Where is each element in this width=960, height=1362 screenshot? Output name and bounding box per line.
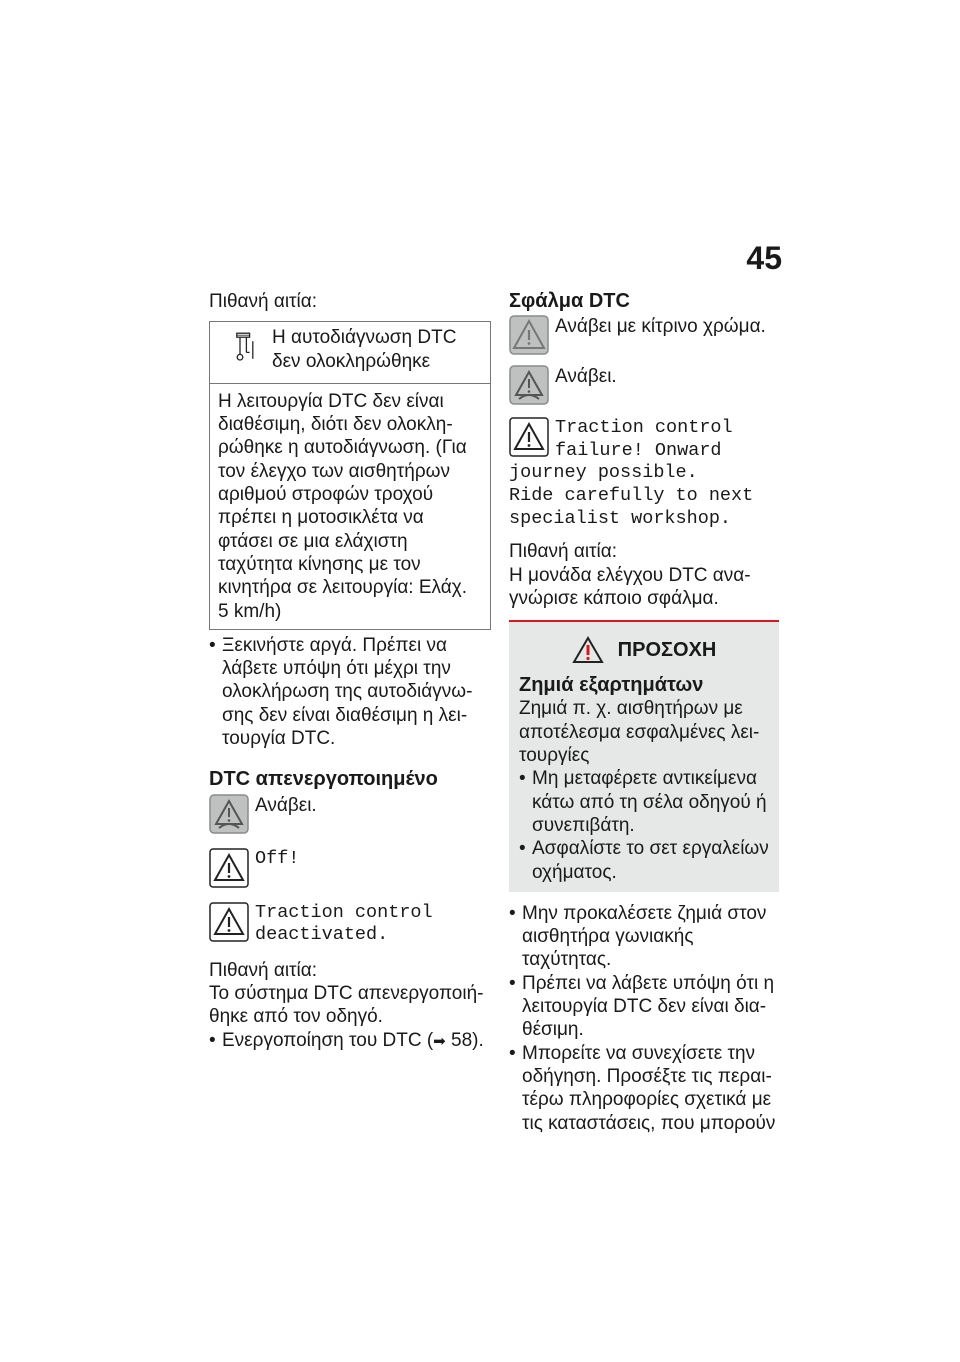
box-body-line: κινητήρα σε λειτουργία: Ελάχ. (218, 577, 467, 599)
indicator-text: Ανάβει. (555, 366, 617, 388)
caution-triangle-icon (572, 636, 604, 664)
indicator-row (209, 794, 491, 834)
cause-text-line: Το σύστημα DTC απενεργοποιή- (209, 983, 484, 1005)
right-column (509, 290, 779, 1135)
cause-text-line: γνώρισε κάποιο σφάλμα. (509, 587, 719, 609)
bullet-line: Μπορείτε να συνεχίσετε την (522, 1042, 756, 1064)
display-text: Off! (255, 847, 300, 869)
cause-label: Πιθανή αιτία: (509, 541, 618, 563)
indicator-row (509, 315, 779, 355)
warning-triangle-icon (209, 902, 249, 942)
warning-triangle-icon (209, 848, 249, 888)
box-body-line: τον έλεγχο των αισθητήρων (218, 460, 450, 482)
info-box-body (210, 384, 490, 629)
box-header-line: δεν ολοκληρώθηκε (272, 350, 431, 372)
page-number: 45 (746, 240, 782, 276)
bullet-item (509, 972, 779, 1042)
bullet-item (209, 634, 491, 750)
warning-triangle-icon (509, 417, 549, 457)
indicator-text: Ανάβει με κίτρινο χρώμα. (555, 316, 766, 338)
bullet-line: σης δεν είναι διαθέσιμη η λει- (222, 704, 468, 726)
box-body-line: φτάσει σε μια ελάχιστη (218, 530, 408, 552)
display-row (209, 902, 491, 947)
box-body-line: ταχύτητα κίνησης με τον (218, 553, 421, 575)
page-reference-arrow-icon: ➡ (433, 1032, 446, 1050)
caution-item (519, 767, 769, 837)
bullet-dot: • (519, 838, 526, 860)
cause-text-line: θηκε από τον οδηγό. (209, 1006, 383, 1028)
display-text: Traction control (255, 901, 433, 923)
bullet-dot: • (509, 1042, 516, 1064)
cause-label: Πιθανή αιτία: (209, 291, 318, 312)
display-row (209, 848, 491, 888)
caution-title: ΠΡΟΣΟΧΗ (617, 638, 717, 661)
bullet-line: ολοκλήρωση της αυτοδιάγνω- (222, 681, 473, 703)
bullet-line: θέσιμη. (522, 1019, 584, 1041)
section-heading-dtc-fault: Σφάλμα DTC (509, 290, 630, 312)
caution-item-line: οχήματος. (532, 861, 617, 883)
box-body-line: 5 km/h) (218, 600, 282, 622)
box-body-line: πρέπει η μοτοσικλέτα να (218, 507, 424, 529)
bullet-line: τουργία DTC. (222, 728, 336, 750)
caution-item-line: Μη μεταφέρετε αντικείμενα (532, 768, 757, 790)
caution-item (519, 837, 769, 884)
display-text: Ride carefully to next (509, 485, 754, 507)
diagnosis-icon (232, 326, 264, 366)
bullet-line: λειτουργία DTC δεν είναι δια- (522, 996, 767, 1018)
bullet-item (209, 1029, 491, 1053)
bullet-dot: • (509, 972, 516, 994)
display-message (509, 417, 779, 530)
bullet-item (509, 902, 779, 972)
box-body-line: αριθμού στροφών τροχού (218, 484, 434, 506)
caution-item-line: συνεπιβάτη. (532, 814, 635, 836)
caution-intro-line: τουργίες (519, 745, 590, 767)
caution-item-line: κάτω από τη σέλα οδηγού ή (532, 791, 767, 813)
traction-control-lamp-icon (209, 794, 249, 834)
caution-subtitle: Ζημιά εξαρτημάτων (519, 674, 704, 697)
section-heading-dtc-deactivated: DTC απενεργοποιημένο (209, 768, 438, 791)
caution-item-line: Ασφαλίστε το σετ εργαλείων (532, 838, 769, 860)
display-text: specialist workshop. (509, 507, 732, 529)
bullet-item (509, 1042, 779, 1135)
page-reference[interactable]: 58). (451, 1029, 484, 1051)
bullet-line: αισθητήρα γωνιακής ταχύτητας. (522, 926, 694, 971)
bullet-line: Μην προκαλέσετε ζημιά στον (522, 902, 767, 924)
box-body-line: Η λειτουργία DTC δεν είναι (218, 390, 444, 412)
caution-intro-line: αποτέλεσμα εσφαλμένες λει- (519, 721, 760, 743)
bullet-line: τέρω πληροφορίες σχετικά με (522, 1089, 772, 1111)
info-box (209, 321, 491, 630)
cause-label: Πιθανή αιτία: (209, 959, 318, 981)
indicator-row (509, 365, 779, 405)
bullet-dot: • (209, 634, 216, 656)
caution-panel (509, 620, 779, 892)
box-body-line: ρώθηκε η αυτοδιάγνωση. (Για (218, 437, 467, 459)
bullet-dot: • (509, 902, 516, 924)
info-box-header (210, 322, 490, 384)
dtc-yellow-lamp-icon (509, 315, 549, 355)
display-text: deactivated. (255, 924, 389, 946)
bullet-line: λάβετε υπόψη ότι μέχρι την (222, 658, 451, 680)
indicator-text: Ανάβει. (255, 794, 317, 816)
caution-title-row (519, 636, 769, 664)
bullet-dot: • (209, 1029, 216, 1051)
display-text: journey possible. (509, 462, 698, 484)
display-text: failure! Onward (555, 439, 722, 461)
traction-control-lamp-icon (509, 365, 549, 405)
bullet-line: τις καταστάσεις, που μπορούν (522, 1112, 776, 1134)
bullet-line: Πρέπει να λάβετε υπόψη ότι η (522, 972, 775, 994)
bullet-dot: • (519, 768, 526, 790)
bullet-line: Ξεκινήστε αργά. Πρέπει να (222, 634, 447, 656)
display-text: Traction control (555, 417, 733, 439)
bullet-text: Ενεργοποίηση του DTC ( (222, 1029, 434, 1051)
cause-text-line: Η μονάδα ελέγχου DTC ανα- (509, 564, 751, 586)
bullet-line: οδήγηση. Προσέξτε τις περαι- (522, 1065, 772, 1087)
box-header-line: Η αυτοδιάγνωση DTC (272, 327, 457, 349)
left-column (209, 290, 491, 1053)
box-body-line: διαθέσιμη, διότι δεν ολοκλη- (218, 414, 453, 436)
caution-intro-line: Ζημιά π. χ. αισθητήρων με (519, 698, 743, 720)
